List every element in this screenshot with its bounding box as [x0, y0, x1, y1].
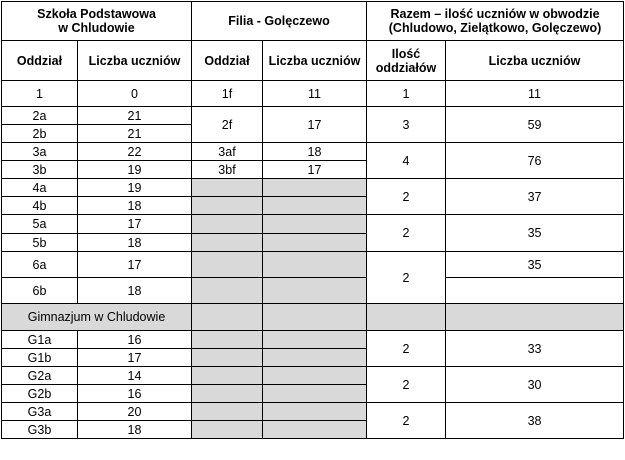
table-row [2, 252, 624, 278]
empty-cell [192, 234, 263, 252]
branch-class-cell: 3af [192, 143, 263, 161]
branch-class-cell: 1f [192, 81, 263, 107]
col-oddzial: Oddział [2, 41, 78, 81]
units-cell: 2 [367, 367, 446, 403]
class-cell: 1 [2, 81, 78, 107]
branch-count-cell: 11 [263, 81, 367, 107]
table-row [2, 331, 624, 349]
empty-cell [192, 252, 263, 278]
count-cell: 16 [78, 331, 192, 349]
table-row [2, 179, 624, 197]
empty-cell [263, 179, 367, 197]
count-cell: 18 [78, 421, 192, 439]
branch-count-cell: 17 [263, 161, 367, 179]
branch-count-cell: 17 [263, 107, 367, 143]
col-ilosc: Ilość oddziałów [367, 41, 446, 81]
table-row [2, 367, 624, 385]
students-cell: 35 [446, 252, 624, 278]
table-row [2, 107, 624, 125]
table-row [2, 81, 624, 107]
empty-cell [263, 331, 367, 349]
students-cell: 38 [446, 403, 624, 439]
col-liczba-branch: Liczba uczniów [263, 41, 367, 81]
empty-cell [263, 421, 367, 439]
count-cell: 0 [78, 81, 192, 107]
empty-cell [263, 215, 367, 234]
class-cell: 5a [2, 215, 78, 234]
count-cell: 16 [78, 385, 192, 403]
students-table-wrapper [1, 1, 624, 439]
count-cell: 19 [78, 161, 192, 179]
table-row [2, 143, 624, 161]
empty-cell [446, 278, 624, 304]
empty-cell [192, 304, 263, 331]
table-row [2, 403, 624, 421]
count-cell: 21 [78, 107, 192, 125]
empty-cell [263, 403, 367, 421]
table-row [2, 278, 624, 304]
class-cell: G1a [2, 331, 78, 349]
empty-cell [263, 385, 367, 403]
count-cell: 17 [78, 215, 192, 234]
count-cell: 18 [78, 278, 192, 304]
students-cell: 59 [446, 107, 624, 143]
class-cell: G2a [2, 367, 78, 385]
count-cell: 17 [78, 349, 192, 367]
branch-header: Filia - Golęczewo [192, 2, 367, 41]
empty-cell [263, 304, 367, 331]
class-cell: 3a [2, 143, 78, 161]
count-cell: 19 [78, 179, 192, 197]
subheader-row [2, 41, 624, 81]
units-cell: 4 [367, 143, 446, 179]
class-cell: 6a [2, 252, 78, 278]
total-header: Razem – ilość uczniów w obwodzie (Chludowo, Zielątkowo, Golęczewo) [367, 2, 624, 41]
school-header: Szkoła Podstawowa w Chludowie [2, 2, 192, 41]
class-cell: 2a [2, 107, 78, 125]
gimnazjum-title-row [2, 304, 624, 331]
count-cell: 20 [78, 403, 192, 421]
units-cell: 2 [367, 179, 446, 215]
empty-cell [263, 252, 367, 278]
count-cell: 18 [78, 234, 192, 252]
empty-cell [192, 215, 263, 234]
students-cell: 30 [446, 367, 624, 403]
class-cell: 6b [2, 278, 78, 304]
empty-cell [192, 367, 263, 385]
col-oddzial-branch: Oddział [192, 41, 263, 81]
col-liczba: Liczba uczniów [78, 41, 192, 81]
count-cell: 21 [78, 125, 192, 143]
units-cell: 2 [367, 252, 446, 304]
students-cell: 11 [446, 81, 624, 107]
units-cell: 2 [367, 403, 446, 439]
units-cell: 2 [367, 215, 446, 252]
class-cell: G1b [2, 349, 78, 367]
gimnazjum-title: Gimnazjum w Chludowie [2, 304, 192, 331]
class-cell: G3a [2, 403, 78, 421]
empty-cell [192, 403, 263, 421]
col-liczba-total: Liczba uczniów [446, 41, 624, 81]
class-cell: 4b [2, 197, 78, 215]
table-row [2, 215, 624, 234]
header-row [2, 2, 624, 41]
empty-cell [192, 421, 263, 439]
class-cell: 2b [2, 125, 78, 143]
empty-cell [263, 278, 367, 304]
class-cell: G2b [2, 385, 78, 403]
empty-cell [192, 197, 263, 215]
students-cell: 76 [446, 143, 624, 179]
empty-cell [263, 197, 367, 215]
students-cell: 35 [446, 215, 624, 252]
students-cell: 33 [446, 331, 624, 367]
empty-cell [367, 304, 446, 331]
empty-cell [263, 367, 367, 385]
class-cell: G3b [2, 421, 78, 439]
empty-cell [192, 179, 263, 197]
empty-cell [192, 278, 263, 304]
class-cell: 3b [2, 161, 78, 179]
empty-cell [263, 349, 367, 367]
empty-cell [263, 234, 367, 252]
count-cell: 18 [78, 197, 192, 215]
units-cell: 2 [367, 331, 446, 367]
empty-cell [192, 349, 263, 367]
empty-cell [192, 385, 263, 403]
count-cell: 14 [78, 367, 192, 385]
class-cell: 4a [2, 179, 78, 197]
count-cell: 22 [78, 143, 192, 161]
units-cell: 1 [367, 81, 446, 107]
branch-class-cell: 3bf [192, 161, 263, 179]
branch-count-cell: 18 [263, 143, 367, 161]
students-cell: 37 [446, 179, 624, 215]
units-cell: 3 [367, 107, 446, 143]
empty-cell [446, 304, 624, 331]
students-table [1, 1, 624, 439]
empty-cell [192, 331, 263, 349]
branch-class-cell: 2f [192, 107, 263, 143]
count-cell: 17 [78, 252, 192, 278]
class-cell: 5b [2, 234, 78, 252]
